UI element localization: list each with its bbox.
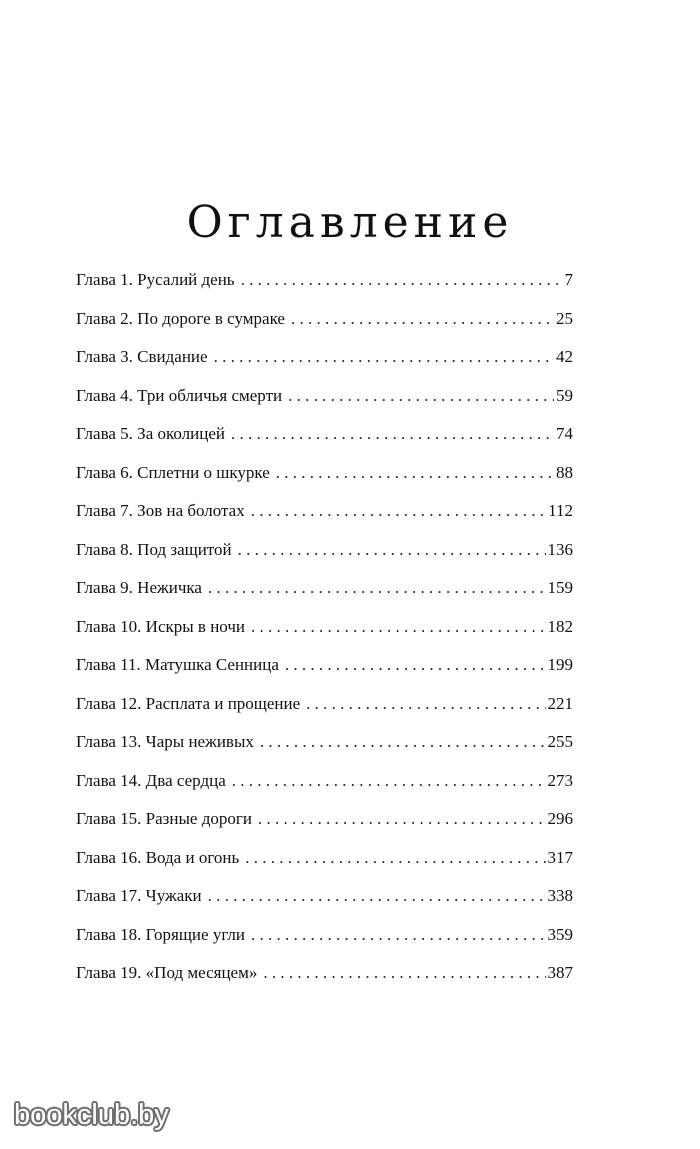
page-number: 296: [547, 809, 573, 828]
chapter-title: Глава 16. Вода и огонь: [76, 847, 240, 867]
dot-leader: [263, 959, 545, 987]
dot-leader: [288, 382, 554, 410]
chapter-title: Глава 15. Разные дороги: [76, 809, 252, 828]
page-number: 359: [547, 924, 573, 944]
dot-leader: [251, 921, 545, 949]
chapter-title: Глава 18. Горящие угли: [76, 924, 246, 944]
chapter-title: Глава 17. Чужаки: [76, 886, 202, 905]
page-number: 182: [547, 616, 573, 636]
chapter-title: Глава 1. Русалий день: [76, 270, 235, 289]
toc-entry: [76, 959, 573, 998]
watermark: bookclub.by: [14, 1099, 169, 1131]
chapter-title: Глава 3. Свидание: [76, 347, 208, 366]
chapter-title: Глава 4. Три обличья смерти: [76, 385, 283, 405]
page-number: 112: [548, 501, 573, 520]
page-number: 159: [547, 578, 573, 597]
toc-entry: [76, 536, 573, 575]
dot-leader: [291, 305, 554, 333]
toc-entry: [76, 382, 573, 421]
dot-leader: [258, 805, 546, 833]
page-number: 7: [564, 270, 573, 289]
chapter-title: Глава 5. За околицей: [76, 424, 225, 443]
toc-entry: [76, 613, 573, 652]
toc-entry: [76, 844, 573, 883]
dot-leader: [238, 536, 546, 564]
chapter-title: Глава 7. Зов на болотах: [76, 501, 245, 520]
dot-leader: [251, 497, 546, 525]
page-title: Оглавление: [186, 197, 514, 249]
table-of-contents: [76, 266, 573, 998]
toc-entry: [76, 420, 573, 459]
page-number: 25: [556, 308, 573, 328]
page-number: 255: [547, 732, 573, 751]
chapter-title: Глава 9. Нежичка: [76, 578, 202, 597]
page-number: 136: [547, 539, 573, 559]
toc-entry: [76, 690, 573, 729]
dot-leader: [208, 574, 546, 602]
toc-entry: [76, 343, 573, 382]
toc-entry: [76, 459, 573, 498]
toc-entry: [76, 882, 573, 921]
page-number: 74: [556, 424, 573, 443]
dot-leader: [260, 728, 546, 756]
chapter-title: Глава 14. Два сердца: [76, 770, 226, 790]
toc-entry: [76, 574, 573, 613]
chapter-title: Глава 19. «Под месяцем»: [76, 963, 258, 982]
toc-entry: [76, 728, 573, 767]
dot-leader: [306, 690, 545, 718]
dot-leader: [245, 844, 545, 872]
toc-entry: [76, 805, 573, 844]
chapter-title: Глава 6. Сплетни о шкурке: [76, 462, 270, 482]
page-number: 199: [547, 655, 573, 674]
toc-entry: [76, 651, 573, 690]
page-number: 221: [547, 693, 573, 713]
chapter-title: Глава 13. Чары неживых: [76, 732, 254, 751]
toc-entry: [76, 497, 573, 536]
dot-leader: [241, 266, 563, 294]
page-number: 42: [556, 347, 573, 366]
dot-leader: [208, 882, 546, 910]
chapter-title: Глава 10. Искры в ночи: [76, 616, 246, 636]
toc-entry: [76, 921, 573, 960]
dot-leader: [231, 420, 554, 448]
toc-entry: [76, 305, 573, 344]
dot-leader: [214, 343, 554, 371]
page-number: 59: [556, 385, 573, 405]
dot-leader: [285, 651, 546, 679]
dot-leader: [232, 767, 546, 795]
toc-entry: [76, 266, 573, 305]
page-number: 317: [547, 847, 573, 867]
chapter-title: Глава 2. По дороге в сумраке: [76, 308, 285, 328]
dot-leader: [251, 613, 545, 641]
chapter-title: Глава 12. Расплата и прощение: [76, 693, 301, 713]
chapter-title: Глава 11. Матушка Сенница: [76, 655, 279, 674]
page-number: 273: [547, 770, 573, 790]
page-number: 338: [547, 886, 573, 905]
chapter-title: Глава 8. Под защитой: [76, 539, 232, 559]
page-number: 88: [556, 462, 573, 482]
dot-leader: [276, 459, 554, 487]
page-number: 387: [547, 963, 573, 982]
toc-entry: [76, 767, 573, 806]
